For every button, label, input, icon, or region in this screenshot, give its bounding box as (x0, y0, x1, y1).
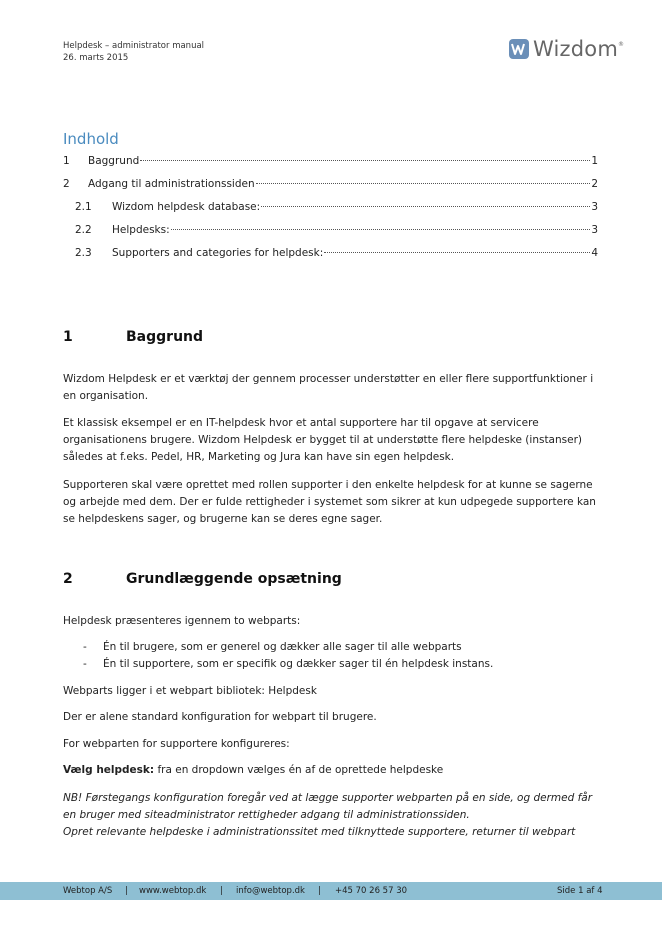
footer-phone: +45 70 26 57 30 (335, 886, 408, 896)
toc-entry-number: 2.3 (75, 247, 92, 259)
footer-company: Webtop A/S (63, 886, 113, 896)
toc-entry-text: Baggrund (88, 155, 140, 167)
footer-email[interactable]: info@webtop.dk (236, 886, 305, 896)
section-title: Grundlæggende opsætning (126, 571, 342, 587)
footer-separator: | (318, 886, 321, 896)
paragraph: Wizdom Helpdesk er et værktøj der gennem processer understøtter en eller flere supportfunktioner i en organisation. (63, 373, 594, 402)
bullet-list (83, 639, 603, 673)
paragraph: Der er alene standard konfiguration for webpart til brugere. (63, 711, 377, 723)
list-item (83, 639, 603, 656)
toc-entry[interactable] (63, 178, 598, 201)
note (63, 790, 603, 841)
paragraph (63, 762, 603, 779)
toc-entry[interactable] (63, 247, 598, 270)
wizdom-logo-icon (509, 39, 529, 59)
footer-website[interactable]: www.webtop.dk (139, 886, 207, 896)
toc-entry-page: 2 (591, 178, 598, 190)
toc-entry-number: 1 (63, 155, 70, 167)
section-number: 2 (63, 571, 73, 587)
footer-separator: | (220, 886, 223, 896)
footer-separator: | (125, 886, 128, 896)
page-header (63, 40, 204, 64)
toc-entry-text: Adgang til administrationssiden (88, 178, 255, 190)
bullet-dash: - (83, 658, 87, 670)
paragraph: Et klassisk eksempel er en IT-helpdesk hvor et antal supportere har til opgave at servicere organisationens brugere. Wizdom Helpdesk er bygget til at understøtte flere helpdeske (instanser) således at f.eks. Pedel, HR, Marketing og Jura kan have sin egen helpdesk. (63, 417, 582, 463)
toc-entry-number: 2.2 (75, 224, 92, 236)
toc-entry-page: 3 (591, 201, 598, 213)
document-title: Helpdesk – administrator manual (63, 41, 205, 51)
toc-entry[interactable] (63, 201, 598, 224)
toc-entry-number: 2 (63, 178, 70, 190)
toc-leader (256, 183, 591, 184)
select-helpdesk-text: fra en dropdown vælges én af de oprettede helpdeske (154, 764, 444, 776)
footer-page-number: Side 1 af 4 (557, 886, 603, 896)
toc-leader (261, 206, 590, 207)
toc-entry-page: 4 (591, 247, 598, 259)
wizdom-logo (509, 37, 624, 61)
paragraph: For webparten for supportere konfigureres: (63, 738, 290, 750)
section-2-heading (63, 571, 342, 587)
note-line: Opret relevante helpdeske i administrationssitet med tilknyttede supportere, returner til webpart (63, 826, 576, 838)
section-title: Baggrund (126, 329, 204, 345)
bullet-dash: - (83, 641, 87, 653)
toc-entry[interactable] (63, 155, 598, 178)
note-line: NB! Førstegangs konfiguration foregår ved at lægge supporter webparten på en side, og dermed får en bruger med siteadministrator rettigheder adgang til administrationssiden. (63, 792, 593, 821)
paragraph: Helpdesk præsenteres igennem to webparts: (63, 615, 301, 627)
toc-entry-text: Helpdesks: (112, 224, 170, 236)
list-item-text: Én til supportere, som er specifik og dækker sager til én helpdesk instans. (103, 658, 494, 670)
toc-entry[interactable] (63, 224, 598, 247)
toc-entry-number: 2.1 (75, 201, 92, 213)
paragraph: Supporteren skal være oprettet med rollen supporter i den enkelte helpdesk for at kunne se sagerne og arbejde med dem. Der er fulde rettigheder i systemet som sikrer at kun udpegede supportere kan se helpdeskens sager, og brugerne kan se deres egne sager. (63, 479, 596, 525)
toc-entry-text: Supporters and categories for helpdesk: (112, 247, 324, 259)
table-of-contents (63, 155, 598, 270)
paragraph: Webparts ligger i et webpart bibliotek: Helpdesk (63, 685, 317, 697)
logo-text: Wizdom (533, 37, 618, 61)
toc-leader (171, 229, 591, 230)
logo-registered-mark: ® (618, 41, 624, 48)
toc-title: Indhold (63, 130, 119, 148)
list-item (83, 656, 603, 673)
toc-leader (324, 252, 590, 253)
section-1-heading (63, 329, 203, 345)
list-item-text: Én til brugere, som er generel og dækker alle sager til alle webparts (103, 641, 462, 653)
page-footer (0, 882, 662, 900)
select-helpdesk-label: Vælg helpdesk: (63, 764, 155, 776)
document-date: 26. marts 2015 (63, 53, 129, 63)
section-number: 1 (63, 329, 73, 345)
toc-entry-text: Wizdom helpdesk database: (112, 201, 261, 213)
toc-leader (140, 160, 590, 161)
toc-entry-page: 1 (591, 155, 598, 167)
toc-entry-page: 3 (591, 224, 598, 236)
